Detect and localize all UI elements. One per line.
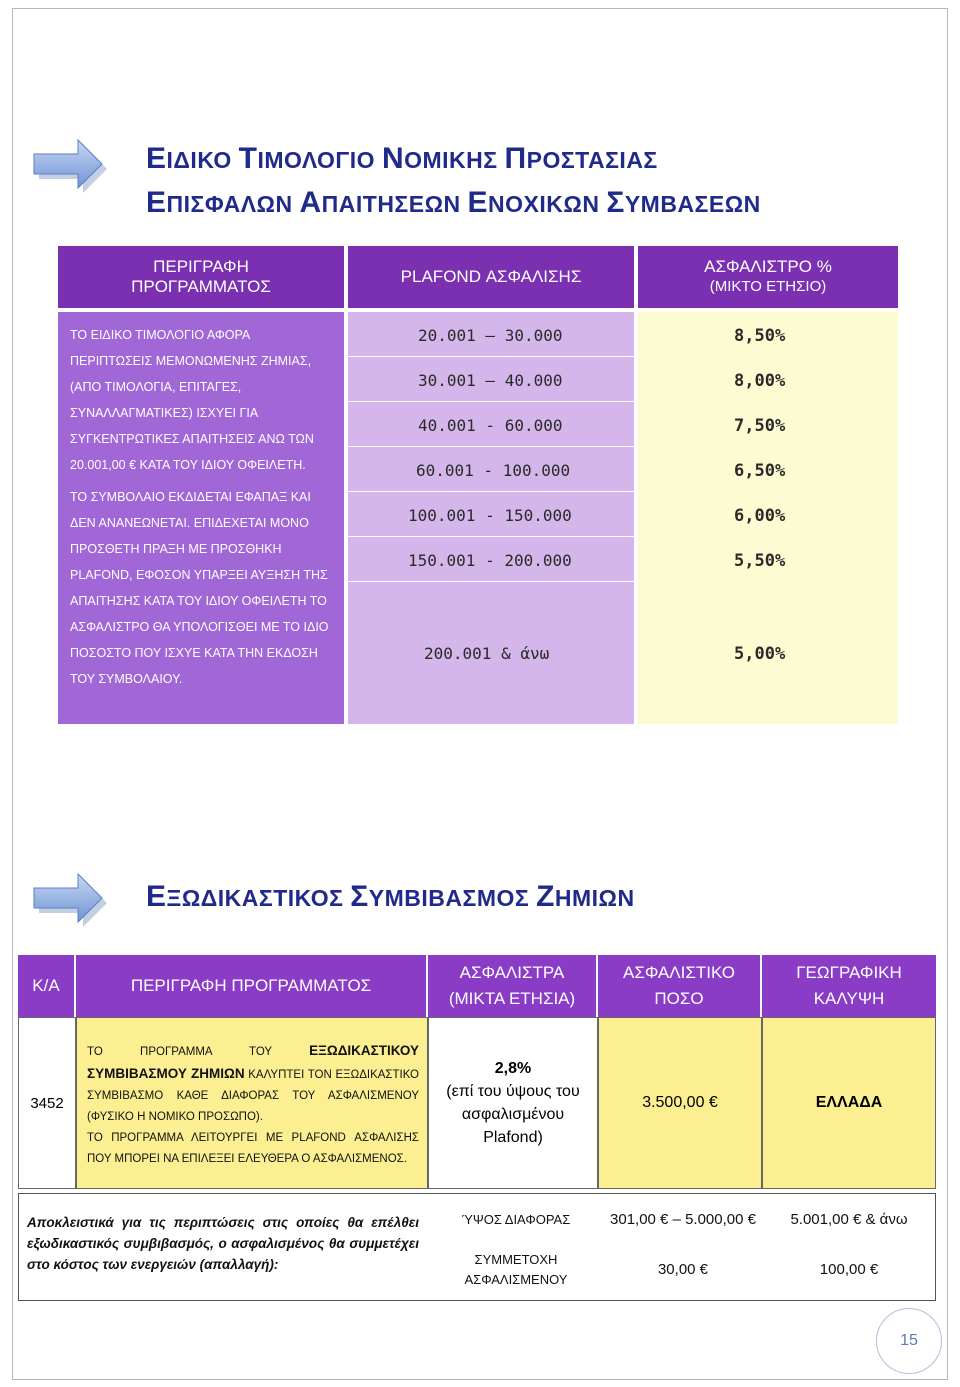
difference-range-2: 5.001,00 € & άνω bbox=[790, 1211, 908, 1228]
header-plafond: PLAFOND ΑΣΦΑΛΙΣΗΣ bbox=[348, 246, 634, 308]
premium-cell: 2,8% (επί του ύψους του ασφαλισμένου Plafond) bbox=[428, 1017, 598, 1189]
plafond-range: 200.001 & άνω bbox=[424, 644, 550, 663]
participation-label: ΣΥΜΜΕΤΟΧΗ ΑΣΦΑΛΙΣΜΕΝΟΥ bbox=[464, 1252, 568, 1287]
header-coverage: ΓΕΩΓΡΑΦΙΚΗ ΚΑΛΥΨΗ bbox=[762, 955, 936, 1017]
plafond-range: 100.001 - 150.000 bbox=[408, 506, 572, 525]
premium-rate: 6,00% bbox=[734, 506, 786, 526]
program-description bbox=[76, 1017, 428, 1189]
description-paragraph-1: ΤΟ ΕΙΔΙΚΟ ΤΙΜΟΛΟΓΙΟ ΑΦΟΡΑ ΠΕΡΙΠΤΩΣΕΙΣ ΜΕΜΟΝΩΜΕΝΗΣ ΖΗΜΙΑΣ, (ΑΠΟ ΤΙΜΟΛΟΓΙΑ, ΕΠΙΤΑΓΕΣ, ΣΥΝΑΛΛΑΓΜΑΤΙΚΕΣ) ΙΣΧΥΕΙ ΓΙΑ ΣΥΓΚΕΝΤΡΩΤΙΚΕΣ ΑΠΑΙΤΗΣΕΙΣ ΑΝΩ ΤΩΝ 20.001,00 € ΚΑΤΑ ΤΟΥ ΙΔΙΟΥ ΟΦΕΙΛΕΤΗ. bbox=[70, 328, 314, 472]
description-part-1: ΤΟ ΠΡΟΓΡΑΜΜΑ ΤΟΥ ΕΞΩΔΙΚΑΣΤΙΚΟΥ ΣΥΜΒΙΒΑΣΜΟΥ ΖΗΜΙΩΝ ΚΑΛΥΠΤΕΙ ΤΟΝ ΕΞΩΔΙΚΑΣΤΙΚΟ ΣΥΜΒΙΒΑΣΜΟ ΚΑΘΕ ΔΙΑΦΟΡΑΣ ΤΟΥ ΑΣΦΑΛΙΣΜΕΝΟΥ (ΦΥΣΙΚΟ Η ΝΟΜΙΚΟ ΠΡΟΣΩΠΟ). bbox=[87, 1043, 419, 1123]
insured-amount: 3.500,00 € bbox=[598, 1017, 762, 1189]
header-premium: ΑΣΦΑΛΙΣΤΡΑ (ΜΙΚΤΑ ΕΤΗΣΙΑ) bbox=[428, 955, 598, 1017]
plafond-range: 20.001 – 30.000 bbox=[418, 326, 563, 345]
premium-rate: 5,50% bbox=[734, 551, 786, 571]
premium-rate: 8,00% bbox=[734, 371, 786, 391]
plafond-range: 40.001 - 60.000 bbox=[418, 416, 563, 435]
geographic-coverage: ΕΛΛΑΔΑ bbox=[762, 1017, 936, 1189]
right-arrow-icon bbox=[30, 136, 108, 196]
premium-rate: 8,50% bbox=[734, 326, 786, 346]
header-premium: ΑΣΦΑΛΙΣΤΡΟ % (ΜΙΚΤΟ ΕΤΗΣΙΟ) bbox=[638, 246, 898, 308]
description-part-2: ΤΟ ΠΡΟΓΡΑΜΜΑ ΛΕΙΤΟΥΡΓΕΙ ΜΕ PLAFOND ΑΣΦΑΛΙΣΗΣ ΠΟΥ ΜΠΟΡΕΙ ΝΑ ΕΠΙΛΕΞΕΙ ΕΛΕΥΘΕΡΑ Ο ΑΣΦΑΛΙΣΜΕΝΟΣ. bbox=[87, 1132, 419, 1165]
program-code: 3452 bbox=[18, 1017, 76, 1189]
section2-title: ΕΞΩΔΙΚΑΣΤΙΚΟΣ ΣΥΜΒΙΒΑΣΜΟΣ ΖΗΜΙΩΝ bbox=[146, 880, 635, 913]
plafond-range: 150.001 - 200.000 bbox=[408, 551, 572, 570]
section1-title-line2: ΕΠΙΣΦΑΛΩΝ ΑΠΑΙΤΗΣΕΩΝ ΕΝΟΧΙΚΩΝ ΣΥΜΒΑΣΕΩΝ bbox=[146, 186, 761, 219]
page-number: 15 bbox=[876, 1308, 942, 1374]
premium-rate: 5,00% bbox=[734, 644, 786, 664]
header-amount: ΑΣΦΑΛΙΣΤΙΚΟ ΠΟΣΟ bbox=[598, 955, 762, 1017]
participation-value-1: 30,00 € bbox=[657, 1261, 709, 1278]
premium-rate: 7,50% bbox=[734, 416, 786, 436]
header-description: ΠΕΡΙΓΡΑΦΗ ΠΡΟΓΡΑΜΜΑΤΟΣ bbox=[58, 246, 344, 308]
difference-label: ΎΨΟΣ ΔΙΑΦΟΡΑΣ bbox=[461, 1212, 571, 1227]
section1-title-line1: ΕΙΔΙΚΟ ΤΙΜΟΛΟΓΙΟ ΝΟΜΙΚΗΣ ΠΡΟΣΤΑΣΙΑΣ bbox=[146, 142, 658, 175]
plafond-range: 30.001 – 40.000 bbox=[418, 371, 563, 390]
program-description bbox=[58, 312, 344, 724]
deductible-box bbox=[18, 1193, 936, 1301]
description-paragraph-2: ΤΟ ΣΥΜΒΟΛΑΙΟ ΕΚΔΙΔΕΤΑΙ ΕΦΑΠΑΞ ΚΑΙ ΔΕΝ ΑΝΑΝΕΩΝΕΤΑΙ. ΕΠΙΔΕΧΕΤΑΙ ΜΟΝΟ ΠΡΟΣΘΕΤΗ ΠΡΑΞΗ ΜΕ ΠΡΟΣΘΗΚΗ PLAFOND, ΕΦΟΣΟΝ ΥΠΑΡΞΕΙ ΑΥΞΗΣΗ ΤΗΣ ΑΠΑΙΤΗΣΗΣ ΚΑΤΑ ΤΟΥ ΙΔΙΟΥ ΟΦΕΙΛΕΤΗ ΤΟ ΑΣΦΑΛΙΣΤΡΟ ΘΑ ΥΠΟΛΟΓΙΣΘΕΙ ΜΕ ΤΟ ΙΔΙΟ ΠΟΣΟΣΤΟ ΠΟΥ ΙΣΧΥΕ ΚΑΤΑ ΤΗΝ ΕΚΔΟΣΗ ΤΟΥ ΣΥΜΒΟΛΑΙΟΥ. bbox=[70, 490, 329, 686]
plafond-range: 60.001 - 100.000 bbox=[416, 461, 571, 480]
premium-rate: 6,50% bbox=[734, 461, 786, 481]
difference-range-1: 301,00 € – 5.000,00 € bbox=[610, 1211, 756, 1228]
participation-value-2: 100,00 € bbox=[819, 1261, 879, 1278]
header-code: Κ/Α bbox=[18, 955, 76, 1017]
special-tariff-table bbox=[58, 246, 898, 724]
right-arrow-icon bbox=[30, 870, 108, 930]
deductible-text: Αποκλειστικά για τις περιπτώσεις στις οποίες θα επέλθει εξωδικαστικός συμβιβασμός, ο ασφαλισμένος θα συμμετέχει στο κόστος των ενεργειών (απαλλαγή): bbox=[27, 1215, 419, 1272]
header-description: ΠΕΡΙΓΡΑΦΗ ΠΡΟΓΡΑΜΜΑΤΟΣ bbox=[76, 955, 428, 1017]
settlement-table bbox=[18, 955, 936, 1189]
